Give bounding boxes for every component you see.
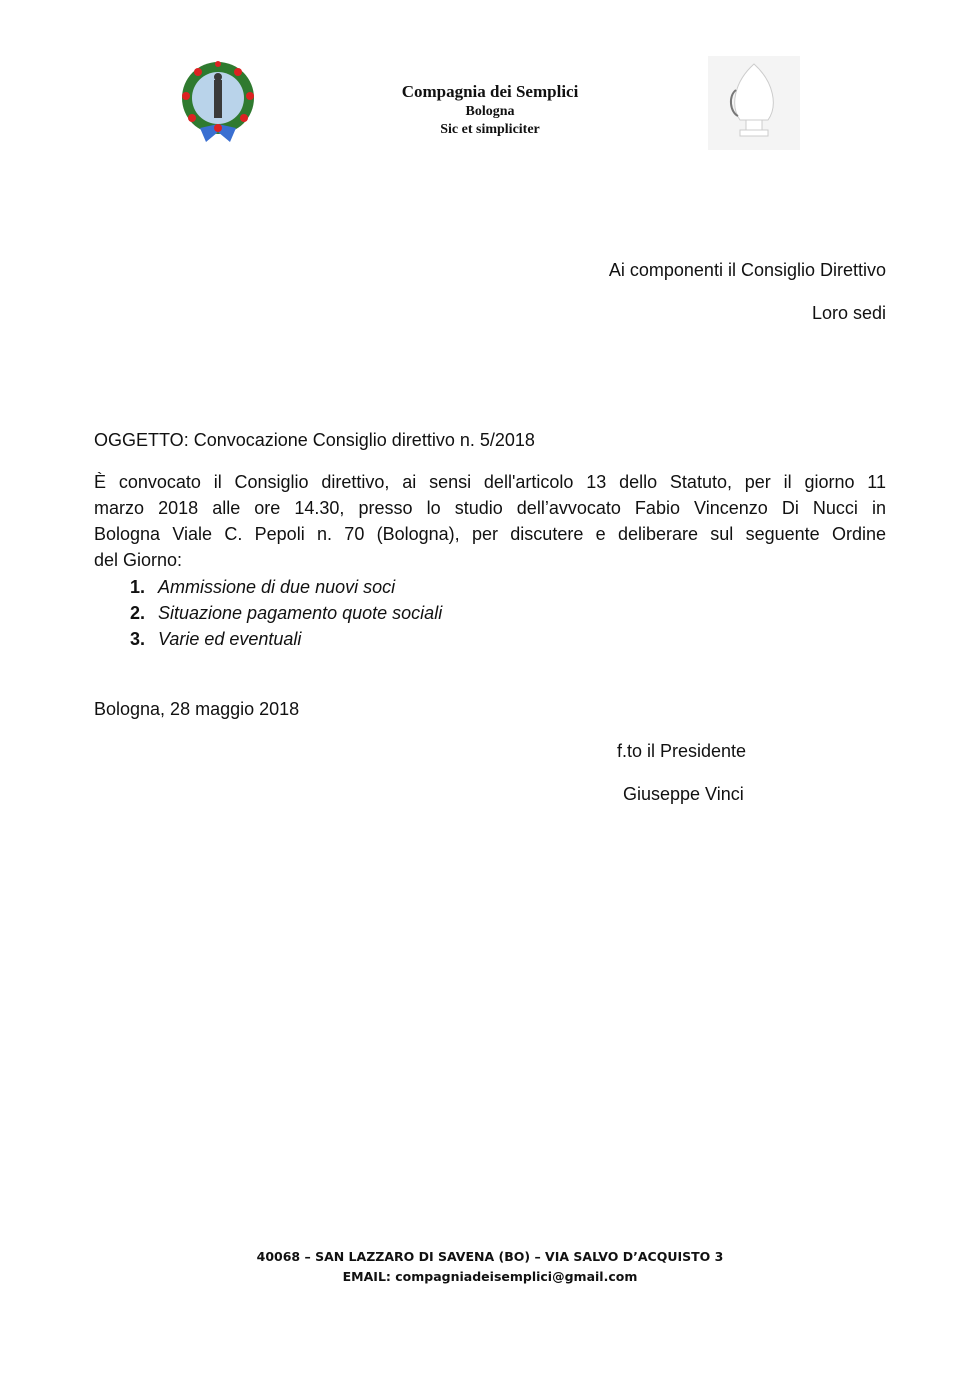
footer-address: 40068 – SAN LAZZARO DI SAVENA (BO) – VIA SALVO D’ACQUISTO 3 [256,1249,724,1264]
org-motto: Sic et simpliciter [440,122,540,137]
subject-text: : Convocazione Consiglio direttivo n. 5/2018 [183,430,535,450]
signature-name: Giuseppe Vinci [623,784,744,804]
ceramic-pumo-image [708,56,800,150]
agenda-text: Varie ed eventuali [158,629,302,649]
letter-date: Bologna, 28 maggio 2018 [94,699,300,719]
agenda-item [130,577,395,598]
org-city: Bologna [465,104,515,119]
agenda-number: 3. [130,629,146,649]
agenda-number: 2. [130,603,146,623]
subject-label: OGGETTO [94,430,184,450]
body-line: marzo 2018 alle ore 14.30, presso lo studio dell’avvocato Fabio Vincenzo Di Nucci in [94,498,886,518]
agenda-number: 1. [130,577,146,597]
signature-role: f.to il Presidente [617,741,747,761]
agenda-item [130,629,301,650]
recipient-sedi: Loro sedi [811,303,886,323]
body-line: È convocato il Consiglio direttivo, ai sensi dell'articolo 13 dello Statuto, per il giorno 11 [94,472,886,492]
agenda-item [130,603,442,624]
footer-email: EMAIL: compagniadeisemplici@gmail.com [342,1269,638,1284]
body-line: del Giorno: [94,550,183,570]
wreath-logo [178,58,258,148]
agenda-text: Ammissione di due nuovi soci [158,577,396,597]
body-line: Bologna Viale C. Pepoli n. 70 (Bologna), per discutere e deliberare sul seguente Ordine [94,524,886,544]
subject-line [94,430,535,451]
agenda-text: Situazione pagamento quote sociali [158,603,443,623]
org-title: Compagnia dei Semplici [401,82,579,101]
recipient-line: Ai componenti il Consiglio Direttivo [608,260,886,280]
